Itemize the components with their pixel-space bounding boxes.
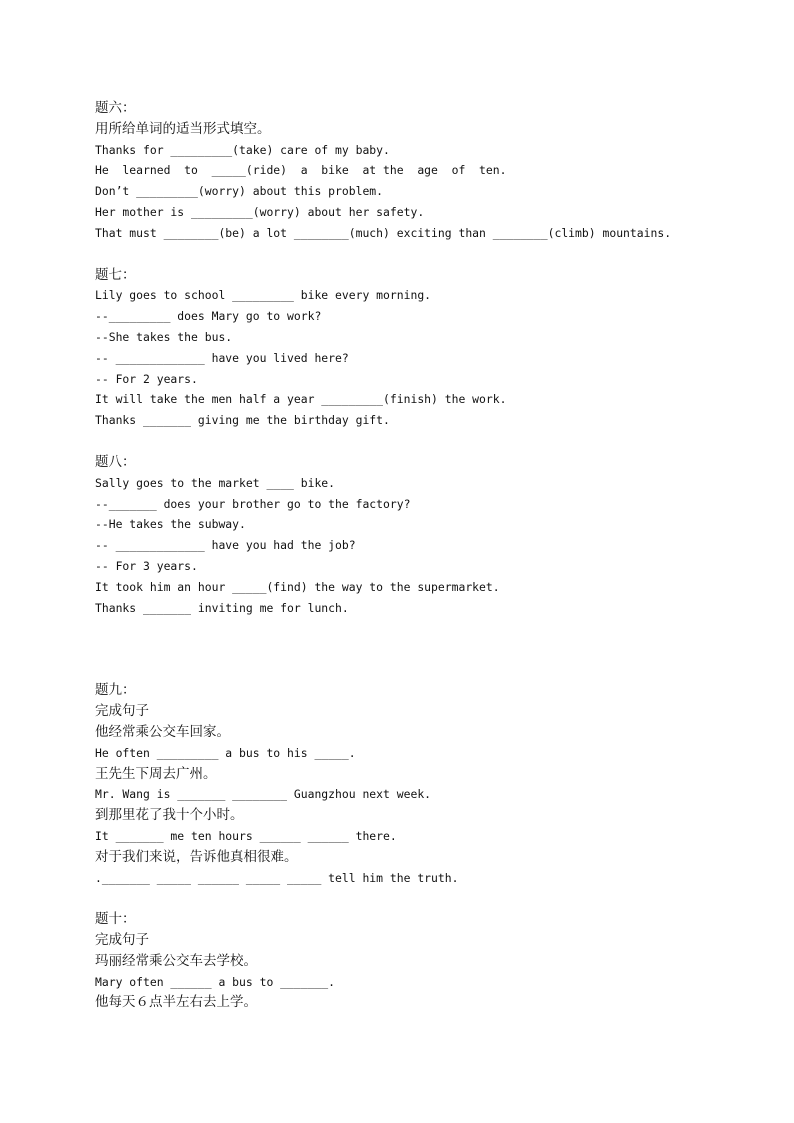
chinese-sentence: 他每天６点半左右去上学。 bbox=[95, 994, 257, 1011]
chinese-sentence: 王先生下周去广州。 bbox=[95, 765, 217, 782]
exercise-line: It took him an hour _____(find) the way to the supermarket. bbox=[95, 579, 500, 594]
exercise-line: ._______ _____ ______ _____ _____ tell him the truth. bbox=[95, 870, 459, 885]
section-instruction: 用所给单词的适当形式填空。 bbox=[95, 120, 271, 137]
exercise-line: --_________ does Mary go to work? bbox=[95, 309, 322, 324]
exercise-line: --He takes the subway. bbox=[95, 517, 246, 532]
exercise-line: Sally goes to the market ____ bike. bbox=[95, 475, 336, 490]
spacer bbox=[95, 431, 735, 452]
exercise-line: Thanks _______ giving me the birthday gift. bbox=[95, 413, 390, 428]
exercise-line: Thanks for _________(take) care of my baby. bbox=[95, 142, 390, 157]
worksheet-page bbox=[95, 98, 735, 1013]
exercise-line: Mary often ______ a bus to _______. bbox=[95, 974, 336, 989]
exercise-line: -- For 3 years. bbox=[95, 558, 198, 573]
exercise-line: -- _____________ have you had the job? bbox=[95, 538, 356, 553]
chinese-sentence: 到那里花了我十个小时。 bbox=[95, 807, 244, 824]
chinese-sentence: 对于我们来说，告诉他真相很难。 bbox=[95, 848, 298, 865]
exercise-line: Mr. Wang is _______ ________ Guangzhou next week. bbox=[95, 787, 432, 802]
exercise-line: He learned to _____(ride) a bike at the age of ten. bbox=[95, 163, 507, 178]
exercise-line: Lily goes to school _________ bike every morning. bbox=[95, 288, 432, 303]
section-instruction: 完成句子 bbox=[95, 932, 149, 949]
exercise-line: -- _____________ have you lived here? bbox=[95, 350, 349, 365]
exercise-line: -- For 2 years. bbox=[95, 371, 198, 386]
exercise-line: --_______ does your brother go to the factory? bbox=[95, 496, 411, 511]
exercise-line: Her mother is _________(worry) about her safety. bbox=[95, 204, 425, 219]
spacer bbox=[95, 618, 735, 680]
section-title: 题六： bbox=[95, 100, 136, 116]
section-title: 题九： bbox=[95, 682, 136, 699]
exercise-line: Don’t _________(worry) about this problem. bbox=[95, 184, 384, 199]
exercise-line: Thanks _______ inviting me for lunch. bbox=[95, 600, 349, 615]
exercise-line: It will take the men half a year _________(finish) the work. bbox=[95, 392, 507, 407]
exercise-line: He often _________ a bus to his _____. bbox=[95, 745, 356, 760]
chinese-sentence: 他经常乘公交车回家。 bbox=[95, 723, 230, 740]
exercise-line: That must ________(be) a lot ________(much) exciting than ________(climb) mountains. bbox=[95, 225, 672, 240]
section-instruction: 完成句子 bbox=[95, 703, 149, 720]
spacer bbox=[95, 888, 735, 909]
section-title: 题八： bbox=[95, 453, 136, 470]
section-title: 题十： bbox=[95, 911, 136, 928]
exercise-line: --She takes the bus. bbox=[95, 329, 233, 344]
spacer bbox=[95, 244, 735, 265]
chinese-sentence: 玛丽经常乘公交车去学校。 bbox=[95, 952, 257, 969]
section-title: 题七： bbox=[95, 266, 136, 283]
exercise-line: It _______ me ten hours ______ ______ there. bbox=[95, 828, 397, 843]
